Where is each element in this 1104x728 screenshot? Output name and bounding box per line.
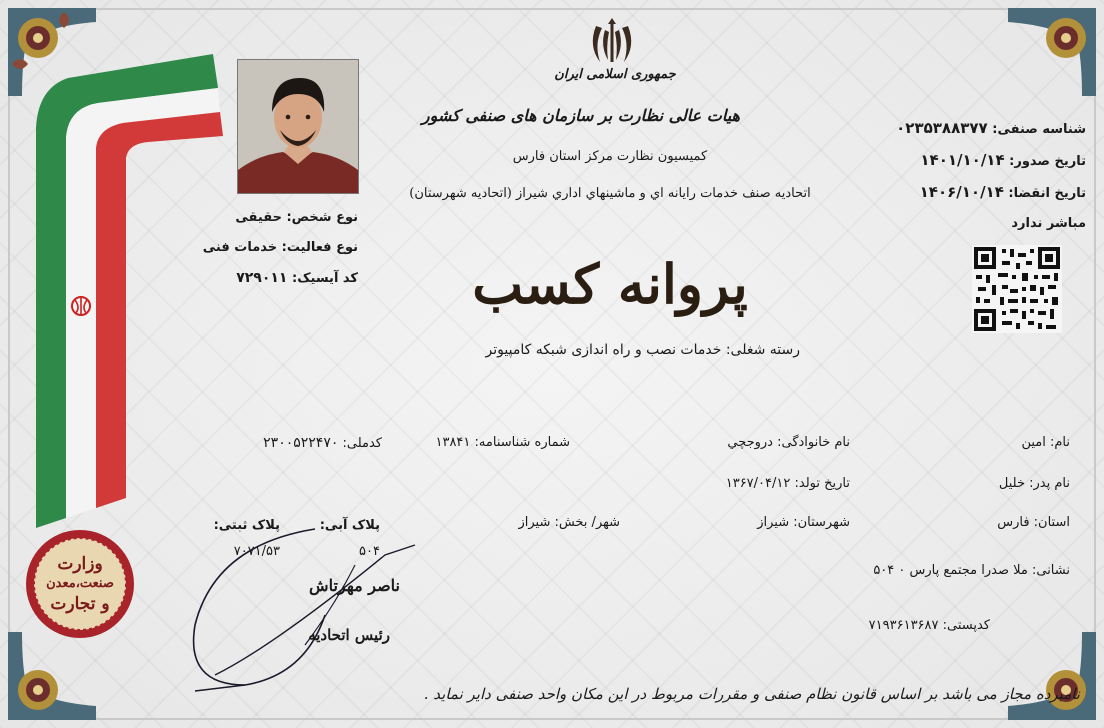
header-republic: جمهوری اسلامی ایران xyxy=(554,67,676,82)
father-name: نام پدر: خلیل xyxy=(998,476,1070,491)
national-code-label: کدملی: xyxy=(342,436,382,451)
header-board: هیات عالی نظارت بر سازمان های صنفی کشور xyxy=(421,106,740,125)
document-title: پروانه کسب xyxy=(472,252,748,316)
signatory-name: ناصر مهرتاش xyxy=(309,576,400,595)
isic-code-row xyxy=(200,263,358,294)
person-type-label: نوع شخص: xyxy=(286,210,358,225)
blue-plate-value: ۵۰۴ xyxy=(359,544,380,559)
family-name: نام خانوادگی: دروجچي xyxy=(727,435,850,450)
corner-ornament-icon xyxy=(4,628,100,724)
seal-line-1: وزارت xyxy=(57,554,103,574)
issue-date-value: ۱۴۰۱/۱۰/۱۴ xyxy=(920,151,1005,169)
manager-status: مباشر ندارد xyxy=(1011,216,1086,231)
isic-code-value: ۷۲۹۰۱۱ xyxy=(236,270,288,286)
ministry-seal xyxy=(24,528,136,640)
job-category: رسته شغلی: خدمات نصب و راه اندازی شبکه کامپیوتر xyxy=(485,342,800,358)
seal-line-2: صنعت،معدن xyxy=(46,576,114,591)
issue-date-row xyxy=(860,145,1086,177)
license-info xyxy=(860,113,1086,239)
birth-certificate-number: شماره شناسنامه: ۱۳۸۴۱ xyxy=(435,435,570,450)
first-name: نام: امین xyxy=(1021,435,1070,450)
person-type-row xyxy=(200,203,358,233)
birth-date: تاریخ تولد: ۱۳۶۷/۰۴/۱۲ xyxy=(725,476,850,491)
city-district: شهر/ بخش: شیراز xyxy=(518,515,620,530)
activity-type-value: خدمات فنی xyxy=(202,240,278,255)
applicant-photo xyxy=(237,59,359,194)
corner-ornament-icon xyxy=(1004,4,1100,100)
qr-code-icon xyxy=(972,245,1062,333)
signatory-role: رئیس اتحادیه xyxy=(308,626,390,644)
registration-plate-value: ۷۰۷۱/۵۳ xyxy=(233,544,280,559)
guild-id-row xyxy=(860,113,1086,145)
seal-line-3: و تجارت xyxy=(50,594,110,614)
province: استان: فارس xyxy=(997,515,1070,530)
footer-note: نامبرده مجاز می باشد بر اساس قانون نظام صنفی و مقررات مربوط در این مکان واحد صنفی دایر نماید . xyxy=(423,685,1080,703)
national-code-row xyxy=(200,435,382,451)
header-union: اتحادیه صنف خدمات رایانه اي و ماشینهاي اداري شیراز (اتحادیه شهرستان) xyxy=(409,186,811,201)
activity-type-row xyxy=(200,233,358,263)
iran-emblem-icon xyxy=(586,16,638,68)
person-photo-icon xyxy=(238,60,358,193)
guild-id-value: ۰۲۳۵۳۸۸۳۷۷ xyxy=(896,119,988,137)
expiry-date-value: ۱۴۰۶/۱۰/۱۴ xyxy=(919,183,1004,201)
registration-plate-label: پلاک ثبتی: xyxy=(213,518,280,533)
header-commission: کمیسیون نظارت مرکز استان فارس xyxy=(512,149,708,164)
national-code-value: ۲۳۰۰۵۲۲۴۷۰ xyxy=(263,435,339,451)
expiry-date-label: تاریخ انقضا: xyxy=(1008,186,1086,201)
person-type-block xyxy=(200,203,358,294)
person-type-value: حقیقی xyxy=(235,210,282,225)
activity-type-label: نوع فعالیت: xyxy=(281,240,358,255)
flag-ribbon-icon xyxy=(28,48,228,538)
issue-date-label: تاریخ صدور: xyxy=(1009,154,1086,169)
isic-code-label: کد آیسیک: xyxy=(292,271,358,286)
blue-plate-label: پلاک آبی: xyxy=(319,518,380,533)
address: نشانی: ملا صدرا مجتمع پارس ۰ ۵۰۴ xyxy=(873,563,1070,578)
guild-id-label: شناسه صنفی: xyxy=(992,122,1086,137)
postal-code: کدپستی: ۷۱۹۳۶۱۳۶۸۷ xyxy=(868,618,990,633)
corner-ornament-icon xyxy=(1004,628,1100,724)
county: شهرستان: شیراز xyxy=(757,515,850,530)
expiry-date-row xyxy=(860,177,1086,209)
signature-icon xyxy=(155,525,435,695)
